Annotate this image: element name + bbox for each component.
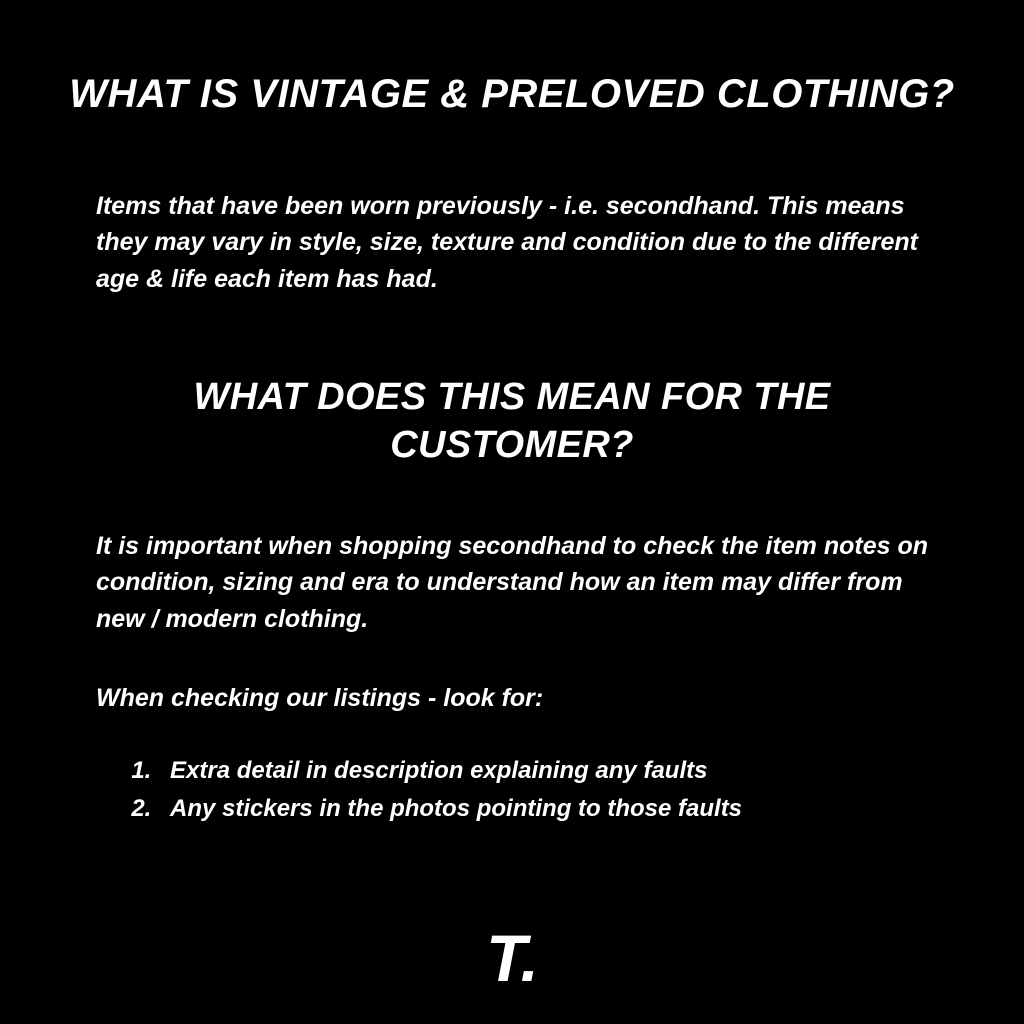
brand-logo: T.	[486, 921, 538, 995]
section-heading-customer: WHAT DOES THIS MEAN FOR THE CUSTOMER?	[193, 376, 831, 466]
list-item: 2. Any stickers in the photos pointing to those faults	[158, 790, 1018, 828]
intro-paragraph: Items that have been worn previously - i.e. secondhand. This means they may vary in style, size, texture and condition due to the different age & life each item has had.	[96, 192, 918, 293]
page-title: WHAT IS VINTAGE & PRELOVED CLOTHING?	[69, 72, 955, 116]
list-item: 1. Extra detail in description explaining any faults	[158, 752, 1018, 790]
checklist	[96, 752, 1018, 829]
customer-paragraph: It is important when shopping secondhand to check the item notes on condition, sizing and era to understand how an item may differ from new / modern clothing.	[96, 532, 929, 633]
listings-prompt: When checking our listings - look for:	[96, 684, 544, 712]
